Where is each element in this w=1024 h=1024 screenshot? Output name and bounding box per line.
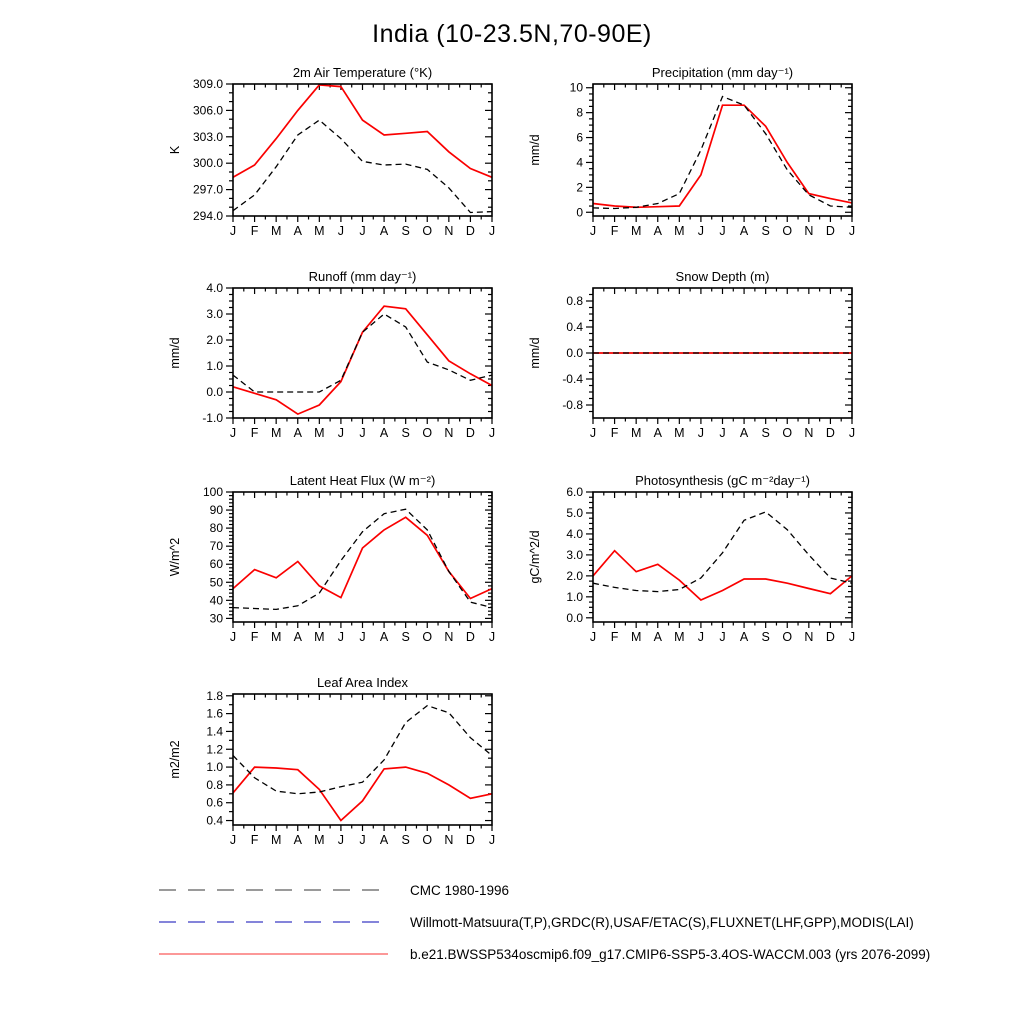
y-axis-label: gC/m^2/d bbox=[528, 530, 542, 584]
y-tick-label: 4.0 bbox=[206, 281, 223, 295]
y-tick-label: 0.8 bbox=[566, 294, 583, 308]
x-tick-label: J bbox=[848, 630, 856, 644]
x-tick-label: D bbox=[825, 224, 835, 238]
legend-line-dashed-gray-icon bbox=[157, 886, 390, 894]
x-tick-label: J bbox=[697, 224, 705, 238]
panel-latent-heat-flux-w-m bbox=[168, 473, 495, 644]
x-tick-label: M bbox=[314, 426, 325, 440]
panel-title: Leaf Area Index bbox=[316, 675, 409, 690]
legend-entry-observations bbox=[157, 906, 930, 938]
panel-title: Photosynthesis (gC m⁻²day⁻¹) bbox=[635, 473, 810, 488]
x-tick-label: O bbox=[422, 630, 433, 644]
y-tick-label: 50 bbox=[209, 575, 223, 590]
y-tick-label: 1.4 bbox=[206, 724, 223, 739]
panel-photosynthesis-gc-m-day bbox=[528, 473, 855, 644]
model-line bbox=[593, 105, 852, 207]
x-tick-label: N bbox=[444, 426, 454, 440]
x-tick-label: S bbox=[401, 426, 410, 440]
x-tick-label: S bbox=[401, 224, 410, 238]
x-tick-label: J bbox=[229, 224, 237, 238]
legend-entry-cmc bbox=[157, 874, 930, 906]
y-tick-label: 309.0 bbox=[192, 77, 223, 91]
x-tick-label: N bbox=[804, 426, 814, 440]
y-tick-label: 60 bbox=[209, 557, 223, 572]
x-tick-label: J bbox=[229, 630, 237, 644]
legend-line-solid-red-icon bbox=[157, 950, 390, 958]
y-tick-label: 0.0 bbox=[206, 385, 223, 399]
x-tick-label: D bbox=[465, 224, 475, 238]
panel-snow-depth-m bbox=[528, 269, 855, 440]
x-tick-label: A bbox=[739, 426, 749, 440]
x-tick-label: D bbox=[465, 426, 475, 440]
x-tick-label: S bbox=[761, 426, 770, 440]
panel-title: Precipitation (mm day⁻¹) bbox=[651, 65, 794, 80]
x-tick-label: M bbox=[270, 630, 282, 644]
x-tick-label: J bbox=[488, 833, 496, 847]
y-tick-label: 1.2 bbox=[206, 742, 223, 757]
y-tick-label: 2.0 bbox=[566, 568, 583, 583]
y-tick-label: 297.0 bbox=[192, 182, 223, 197]
y-tick-label: 294.0 bbox=[192, 209, 223, 223]
y-tick-label: 1.0 bbox=[566, 589, 583, 604]
plot-frame bbox=[233, 492, 492, 622]
x-tick-label: J bbox=[848, 224, 856, 238]
x-tick-label: F bbox=[250, 426, 259, 440]
x-tick-label: J bbox=[337, 833, 345, 847]
x-tick-label: J bbox=[719, 224, 726, 238]
x-tick-label: J bbox=[488, 224, 496, 238]
x-tick-label: S bbox=[401, 630, 410, 644]
x-tick-label: M bbox=[314, 224, 325, 238]
x-tick-label: M bbox=[270, 224, 282, 238]
y-tick-label: 8 bbox=[576, 105, 583, 120]
x-tick-label: A bbox=[653, 630, 662, 644]
x-tick-label: M bbox=[630, 630, 642, 644]
y-axis-label: W/m^2 bbox=[168, 537, 182, 577]
x-tick-label: J bbox=[359, 426, 366, 440]
y-tick-label: 306.0 bbox=[192, 103, 223, 118]
x-tick-label: A bbox=[379, 224, 389, 238]
panel-title: Latent Heat Flux (W m⁻²) bbox=[289, 473, 436, 488]
x-tick-label: A bbox=[739, 224, 749, 238]
x-tick-label: A bbox=[739, 630, 749, 644]
y-tick-label: 40 bbox=[209, 593, 223, 608]
x-tick-label: S bbox=[761, 630, 770, 644]
x-tick-label: J bbox=[229, 833, 237, 847]
y-tick-label: 0.6 bbox=[206, 795, 223, 810]
x-tick-label: O bbox=[782, 426, 793, 440]
x-tick-label: F bbox=[250, 630, 259, 644]
y-tick-label: 0.4 bbox=[566, 320, 583, 334]
y-axis-label: mm/d bbox=[168, 337, 182, 369]
plot-frame bbox=[233, 694, 492, 825]
y-tick-label: 4.0 bbox=[566, 526, 583, 541]
x-tick-label: J bbox=[359, 224, 366, 238]
x-tick-label: M bbox=[674, 426, 685, 440]
x-tick-label: A bbox=[293, 426, 302, 440]
x-tick-label: A bbox=[653, 224, 662, 238]
x-tick-label: M bbox=[674, 630, 685, 644]
legend-label: b.e21.BWSSP534oscmip6.f09_g17.CMIP6-SSP5-3.4OS-WACCM.003 (yrs 2076-2099) bbox=[410, 946, 931, 962]
y-tick-label: -0.4 bbox=[562, 372, 583, 386]
x-tick-label: J bbox=[589, 630, 597, 644]
y-tick-label: 100 bbox=[202, 485, 223, 499]
y-tick-label: 0.8 bbox=[206, 777, 223, 792]
y-tick-label: 2 bbox=[576, 180, 583, 195]
y-tick-label: 2.0 bbox=[206, 333, 223, 347]
panel-title: 2m Air Temperature (°K) bbox=[292, 65, 433, 80]
x-tick-label: J bbox=[229, 426, 237, 440]
x-tick-label: A bbox=[293, 224, 302, 238]
x-tick-label: M bbox=[630, 426, 642, 440]
y-tick-label: 70 bbox=[209, 539, 223, 554]
x-tick-label: J bbox=[848, 426, 856, 440]
y-tick-label: 0.0 bbox=[566, 610, 583, 625]
x-tick-label: D bbox=[825, 426, 835, 440]
panel-runoff-mm-day bbox=[168, 269, 495, 440]
x-tick-label: F bbox=[610, 630, 619, 644]
y-tick-label: 303.0 bbox=[192, 129, 223, 144]
x-tick-label: M bbox=[314, 630, 325, 644]
x-tick-label: F bbox=[610, 224, 619, 238]
y-tick-label: 0.4 bbox=[206, 813, 223, 828]
y-axis-label: mm/d bbox=[528, 134, 542, 166]
x-tick-label: J bbox=[337, 426, 345, 440]
x-tick-label: A bbox=[293, 630, 302, 644]
x-tick-label: F bbox=[250, 224, 259, 238]
x-tick-label: D bbox=[825, 630, 835, 644]
x-tick-label: J bbox=[337, 224, 345, 238]
y-tick-label: 4 bbox=[576, 155, 583, 170]
x-tick-label: A bbox=[653, 426, 662, 440]
model-line bbox=[233, 767, 492, 820]
x-tick-label: J bbox=[719, 630, 726, 644]
x-tick-label: J bbox=[359, 833, 366, 847]
y-tick-label: 90 bbox=[209, 503, 223, 518]
x-tick-label: O bbox=[422, 426, 433, 440]
panel-title: Snow Depth (m) bbox=[675, 269, 770, 284]
x-tick-label: D bbox=[465, 833, 475, 847]
y-tick-label: 1.0 bbox=[206, 359, 223, 373]
y-tick-label: -0.8 bbox=[562, 398, 583, 412]
x-tick-label: N bbox=[444, 833, 454, 847]
x-tick-label: S bbox=[761, 224, 770, 238]
panel-title: Runoff (mm day⁻¹) bbox=[308, 269, 417, 284]
model-line bbox=[233, 517, 492, 598]
x-tick-label: J bbox=[488, 630, 496, 644]
x-tick-label: S bbox=[401, 833, 410, 847]
legend-label: CMC 1980-1996 bbox=[410, 882, 510, 898]
x-tick-label: A bbox=[293, 833, 302, 847]
x-tick-label: M bbox=[270, 833, 282, 847]
obs-line bbox=[233, 120, 492, 212]
x-tick-label: J bbox=[337, 630, 345, 644]
y-tick-label: 80 bbox=[209, 521, 223, 536]
legend-label: Willmott-Matsuura(T,P),GRDC(R),USAF/ETAC(S),FLUXNET(LHF,GPP),MODIS(LAI) bbox=[410, 914, 914, 930]
y-tick-label: 3.0 bbox=[566, 547, 583, 562]
x-tick-label: A bbox=[379, 426, 389, 440]
model-line bbox=[233, 306, 492, 414]
model-line bbox=[593, 551, 852, 600]
panel-2m-air-temperature-k bbox=[168, 65, 495, 238]
x-tick-label: N bbox=[444, 224, 454, 238]
obs-line bbox=[233, 509, 492, 609]
y-tick-label: 0 bbox=[576, 205, 583, 220]
page-title: India (10-23.5N,70-90E) bbox=[372, 20, 652, 48]
x-tick-label: M bbox=[630, 224, 642, 238]
y-tick-label: 3.0 bbox=[206, 307, 223, 321]
x-tick-label: J bbox=[589, 224, 597, 238]
y-tick-label: 1.6 bbox=[206, 706, 223, 721]
obs-line bbox=[593, 512, 852, 592]
x-tick-label: J bbox=[697, 426, 705, 440]
plot-frame bbox=[233, 84, 492, 216]
obs-line bbox=[593, 97, 852, 209]
y-axis-label: m2/m2 bbox=[168, 740, 182, 779]
y-tick-label: -1.0 bbox=[202, 411, 223, 425]
y-axis-label: K bbox=[168, 145, 182, 155]
x-tick-label: N bbox=[444, 630, 454, 644]
x-tick-label: J bbox=[359, 630, 366, 644]
x-tick-label: J bbox=[589, 426, 597, 440]
y-tick-label: 0.0 bbox=[566, 346, 583, 360]
x-tick-label: A bbox=[379, 833, 389, 847]
plot-frame bbox=[593, 492, 852, 622]
x-tick-label: F bbox=[250, 833, 259, 847]
y-axis-label: mm/d bbox=[528, 337, 542, 369]
x-tick-label: J bbox=[488, 426, 496, 440]
legend-line-dashed-blue-icon bbox=[157, 918, 390, 926]
x-tick-label: J bbox=[697, 630, 705, 644]
y-tick-label: 1.0 bbox=[206, 760, 223, 775]
obs-line bbox=[233, 314, 492, 392]
legend bbox=[157, 874, 930, 970]
model-line bbox=[233, 85, 492, 177]
y-tick-label: 1.8 bbox=[206, 688, 223, 703]
x-tick-label: M bbox=[674, 224, 685, 238]
y-tick-label: 10 bbox=[569, 80, 583, 95]
y-tick-label: 5.0 bbox=[566, 505, 583, 520]
y-tick-label: 6.0 bbox=[566, 485, 583, 499]
x-tick-label: O bbox=[782, 630, 793, 644]
x-tick-label: O bbox=[422, 833, 433, 847]
panel-precipitation-mm-day bbox=[528, 65, 855, 238]
x-tick-label: M bbox=[314, 833, 325, 847]
plot-frame bbox=[593, 84, 852, 216]
y-tick-label: 300.0 bbox=[192, 156, 223, 171]
x-tick-label: N bbox=[804, 224, 814, 238]
panel-leaf-area-index bbox=[168, 675, 495, 847]
legend-entry-model-run bbox=[157, 938, 930, 970]
x-tick-label: M bbox=[270, 426, 282, 440]
x-tick-label: D bbox=[465, 630, 475, 644]
y-tick-label: 6 bbox=[576, 130, 583, 145]
x-tick-label: N bbox=[804, 630, 814, 644]
x-tick-label: J bbox=[719, 426, 726, 440]
y-tick-label: 30 bbox=[209, 611, 223, 626]
obs-line bbox=[233, 706, 492, 794]
x-tick-label: A bbox=[379, 630, 389, 644]
x-tick-label: O bbox=[422, 224, 433, 238]
x-tick-label: O bbox=[782, 224, 793, 238]
x-tick-label: F bbox=[610, 426, 619, 440]
